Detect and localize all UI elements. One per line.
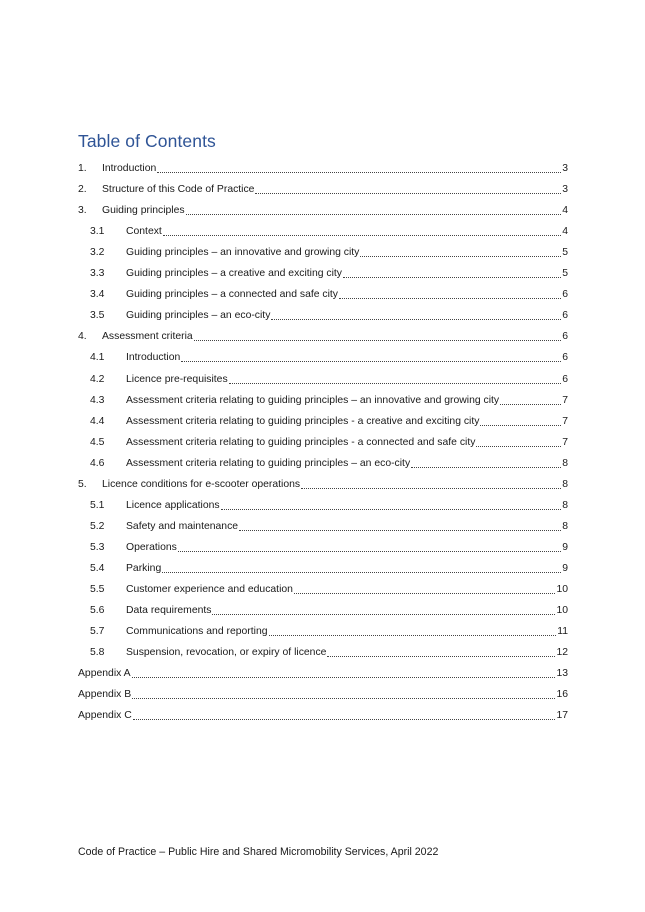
toc-entry[interactable] bbox=[90, 414, 568, 430]
toc-entry-page-number: 7 bbox=[562, 436, 568, 448]
toc-entry-label: Data requirements bbox=[126, 605, 212, 617]
toc-leader-dots bbox=[255, 193, 561, 194]
toc-leader-dots bbox=[411, 467, 561, 468]
toc-entry-label: Guiding principles – an innovative and growing city bbox=[126, 247, 360, 259]
toc-entry-page-number: 6 bbox=[562, 373, 568, 385]
toc-entry[interactable] bbox=[90, 582, 568, 598]
toc-title: Table of Contents bbox=[78, 131, 216, 151]
toc-entry[interactable] bbox=[90, 245, 568, 261]
toc-leader-dots bbox=[239, 530, 561, 531]
toc-entry-number: 5. bbox=[78, 478, 87, 490]
toc-entry-label: Appendix B bbox=[78, 689, 132, 701]
toc-entry-page-number: 7 bbox=[562, 415, 568, 427]
toc-entry[interactable] bbox=[78, 182, 568, 198]
toc-leader-dots bbox=[229, 383, 562, 384]
toc-entry[interactable] bbox=[78, 477, 568, 493]
toc-leader-dots bbox=[339, 298, 561, 299]
toc-entry-page-number: 9 bbox=[562, 562, 568, 574]
toc-entry-page-number: 9 bbox=[562, 541, 568, 553]
toc-entry-number: 4.6 bbox=[90, 457, 105, 469]
toc-leader-dots bbox=[327, 656, 555, 657]
toc-entry-number: 5.4 bbox=[90, 562, 105, 574]
toc-entry[interactable] bbox=[90, 372, 568, 388]
toc-entry-label: Licence conditions for e-scooter operations bbox=[102, 478, 301, 490]
toc-entry-page-number: 6 bbox=[562, 310, 568, 322]
toc-entry[interactable] bbox=[78, 329, 568, 345]
toc-entry-page-number: 8 bbox=[562, 457, 568, 469]
toc-entry-page-number: 5 bbox=[562, 247, 568, 259]
toc-entry-number: 3.5 bbox=[90, 310, 105, 322]
toc-entry-label: Context bbox=[126, 226, 162, 238]
toc-entry[interactable] bbox=[90, 350, 568, 366]
toc-leader-dots bbox=[294, 593, 556, 594]
toc-entry-page-number: 4 bbox=[562, 226, 568, 238]
toc-leader-dots bbox=[157, 172, 561, 173]
toc-entry[interactable] bbox=[90, 393, 568, 409]
toc-entry-label: Assessment criteria relating to guiding principles – an innovative and growing city bbox=[126, 394, 500, 406]
toc-entry-label: Introduction bbox=[102, 163, 157, 174]
toc-entry-page-number: 6 bbox=[562, 352, 568, 364]
toc-entry[interactable] bbox=[90, 498, 568, 514]
toc-entry[interactable] bbox=[90, 561, 568, 577]
toc-leader-dots bbox=[212, 614, 555, 615]
toc-entry-page-number: 10 bbox=[556, 605, 568, 617]
toc-entry[interactable] bbox=[90, 645, 568, 661]
toc-entry-label: Customer experience and education bbox=[126, 584, 293, 595]
toc-entry-label: Assessment criteria bbox=[102, 331, 193, 343]
toc-entry-page-number: 3 bbox=[562, 163, 568, 174]
toc-entry-page-number: 13 bbox=[556, 668, 568, 680]
toc-leader-dots bbox=[181, 361, 561, 362]
toc-entry-label: Parking bbox=[126, 562, 162, 574]
toc-leader-dots bbox=[163, 235, 561, 236]
toc-entry-number: 3.4 bbox=[90, 289, 105, 301]
page-footer: Code of Practice – Public Hire and Shared Micromobility Services, April 2022 bbox=[78, 846, 439, 858]
toc-entry[interactable] bbox=[78, 687, 568, 703]
toc-entry-page-number: 8 bbox=[562, 520, 568, 532]
toc-entry-number: 5.1 bbox=[90, 499, 105, 511]
toc-entry-label: Guiding principles – a connected and safe city bbox=[126, 289, 338, 301]
toc-leader-dots bbox=[476, 446, 561, 447]
toc-entry-label: Communications and reporting bbox=[126, 626, 268, 638]
toc-entry-label: Guiding principles bbox=[102, 205, 185, 217]
toc-entry-number: 5.8 bbox=[90, 647, 105, 659]
toc-entry[interactable] bbox=[78, 708, 568, 724]
toc-leader-dots bbox=[500, 404, 561, 405]
toc-entry-label: Licence applications bbox=[126, 499, 220, 511]
toc-entry[interactable] bbox=[90, 519, 568, 535]
toc-leader-dots bbox=[480, 425, 561, 426]
toc-entry-page-number: 3 bbox=[562, 184, 568, 196]
toc-entry-number: 3.3 bbox=[90, 268, 105, 280]
toc-leader-dots bbox=[133, 719, 556, 720]
toc-entry[interactable] bbox=[90, 224, 568, 240]
toc-entry[interactable] bbox=[90, 435, 568, 451]
toc-entry-label: Assessment criteria relating to guiding principles - a connected and safe city bbox=[126, 436, 476, 448]
toc-entry[interactable] bbox=[90, 456, 568, 472]
toc-entry-label: Licence pre-requisites bbox=[126, 373, 228, 385]
toc-entry-label: Suspension, revocation, or expiry of licence bbox=[126, 647, 327, 659]
toc-entry-label: Appendix A bbox=[78, 668, 131, 680]
toc-entry-number: 4.1 bbox=[90, 352, 105, 364]
toc-entry-number: 5.3 bbox=[90, 541, 105, 553]
toc-entry-number: 4. bbox=[78, 331, 87, 343]
toc-leader-dots bbox=[186, 214, 562, 215]
toc-entry-page-number: 6 bbox=[562, 289, 568, 301]
toc-entry-label: Safety and maintenance bbox=[126, 520, 239, 532]
toc-leader-dots bbox=[271, 319, 561, 320]
toc-entry[interactable] bbox=[90, 603, 568, 619]
toc-leader-dots bbox=[360, 256, 561, 257]
toc-entry-page-number: 16 bbox=[556, 689, 568, 701]
toc-entry-number: 5.7 bbox=[90, 626, 105, 638]
toc-entry-number: 2. bbox=[78, 184, 87, 196]
toc-leader-dots bbox=[269, 635, 557, 636]
toc-leader-dots bbox=[132, 677, 556, 678]
toc-entry[interactable] bbox=[78, 203, 568, 219]
toc-entry-number: 4.3 bbox=[90, 394, 105, 406]
toc-entry-label: Guiding principles – an eco-city bbox=[126, 310, 271, 322]
toc-entry-label: Assessment criteria relating to guiding principles – an eco-city bbox=[126, 457, 411, 469]
toc-leader-dots bbox=[178, 551, 561, 552]
toc-entry[interactable] bbox=[90, 266, 568, 282]
toc-entry-label: Operations bbox=[126, 541, 177, 553]
toc-leader-dots bbox=[162, 572, 561, 573]
toc-entry[interactable] bbox=[90, 624, 568, 640]
toc-leader-dots bbox=[343, 277, 561, 278]
toc-entry-number: 1. bbox=[78, 163, 87, 174]
toc-entry-number: 3.2 bbox=[90, 247, 105, 259]
toc-entry-page-number: 6 bbox=[562, 331, 568, 343]
toc-entry-number: 3.1 bbox=[90, 226, 105, 238]
toc-leader-dots bbox=[194, 340, 562, 341]
toc-entry-label: Structure of this Code of Practice bbox=[102, 184, 255, 196]
toc-entry-number: 4.5 bbox=[90, 436, 105, 448]
toc-entry-label: Introduction bbox=[126, 352, 181, 364]
toc-entry-page-number: 8 bbox=[562, 499, 568, 511]
toc-leader-dots bbox=[132, 698, 555, 699]
toc-leader-dots bbox=[301, 488, 561, 489]
toc-entry-page-number: 5 bbox=[562, 268, 568, 280]
toc-entry-number: 5.2 bbox=[90, 520, 105, 532]
toc-entry-page-number: 10 bbox=[556, 584, 568, 595]
toc-entry-number: 4.2 bbox=[90, 373, 105, 385]
toc-entry[interactable] bbox=[90, 308, 568, 324]
toc-entry[interactable] bbox=[90, 540, 568, 556]
toc-entry-label: Assessment criteria relating to guiding principles - a creative and exciting city bbox=[126, 415, 480, 427]
toc-entry-page-number: 4 bbox=[562, 205, 568, 217]
toc-entry-page-number: 11 bbox=[557, 626, 568, 638]
toc-entry-number: 4.4 bbox=[90, 415, 105, 427]
toc-entry-label: Appendix C bbox=[78, 710, 132, 722]
toc-entry[interactable] bbox=[78, 666, 568, 682]
toc-entry[interactable] bbox=[78, 161, 568, 177]
toc-entry[interactable] bbox=[90, 287, 568, 303]
toc-entry-page-number: 8 bbox=[562, 478, 568, 490]
toc-entry-number: 3. bbox=[78, 205, 87, 217]
toc-entry-number: 5.6 bbox=[90, 605, 105, 617]
toc-leader-dots bbox=[221, 509, 562, 510]
toc-entry-number: 5.5 bbox=[90, 584, 105, 595]
toc-entry-page-number: 12 bbox=[556, 647, 568, 659]
toc-entry-page-number: 7 bbox=[562, 394, 568, 406]
toc-entry-page-number: 17 bbox=[556, 710, 568, 722]
toc-entry-label: Guiding principles – a creative and exciting city bbox=[126, 268, 343, 280]
